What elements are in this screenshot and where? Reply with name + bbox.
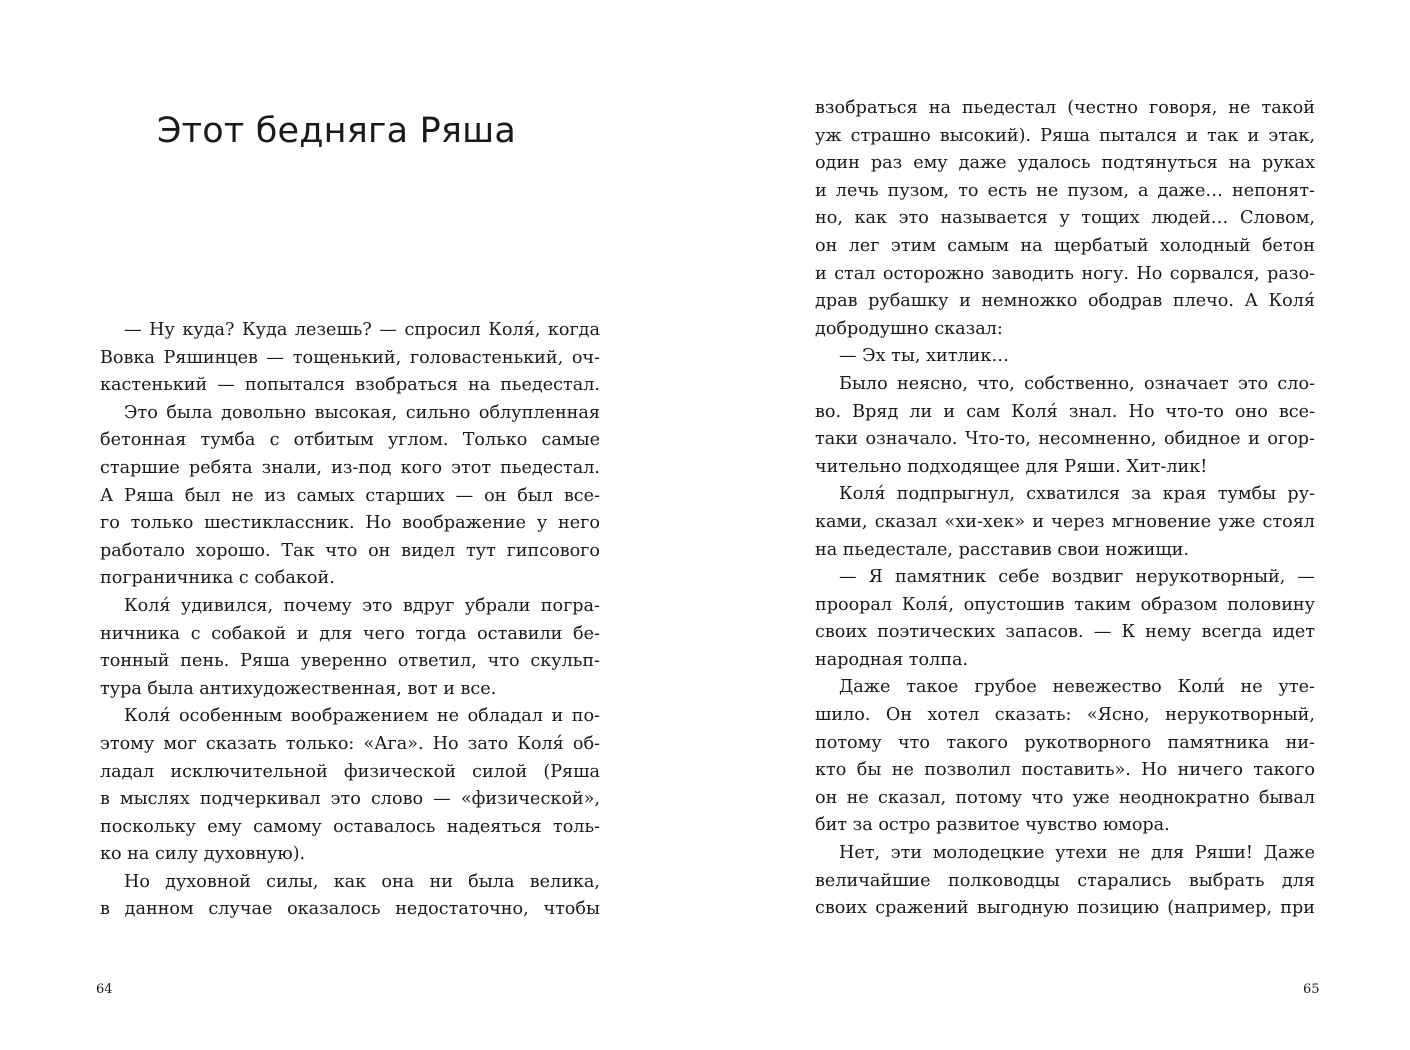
text-line: А Ряша был не из самых старших — он был все- — [100, 485, 600, 506]
text-line: уж страшно высокий). Ряша пытался и так и этак, — [815, 125, 1315, 146]
text-line: но, как это называется у тощих людей… Словом, — [815, 208, 1315, 229]
text-line: Коля́ особенным воображением не обладал и по- — [124, 706, 600, 727]
text-line: ко на силу духовную). — [100, 844, 306, 865]
right-page — [705, 0, 1410, 1050]
text-line: Коля́ удивился, почему это вдруг убрали погра- — [124, 595, 600, 616]
text-line: — Ну куда? Куда лезешь? — спросил Коля́, когда — [124, 320, 600, 340]
text-line: старшие ребята знали, из-под кого этот пьедестал. — [100, 457, 600, 478]
text-line: Нет, эти молодецкие утехи не для Ряши! Даже — [839, 843, 1315, 864]
text-line: бетонная тумба с отбитым углом. Только самые — [100, 430, 600, 451]
text-line: Но духовной силы, как она ни была велика, — [124, 871, 600, 892]
text-line: во. Вряд ли и сам Коля́ знал. Но что-то оно все- — [815, 401, 1315, 422]
text-line: в данном случае оказалось недостаточно, чтобы — [100, 899, 600, 920]
text-line: поскольку ему самому оставалось надеяться толь- — [100, 816, 600, 837]
text-line: бит за остро развитое чувство юмора. — [815, 815, 1170, 836]
left-page-text — [100, 317, 600, 924]
text-line: и стал осторожно заводить ногу. Но сорвался, разо- — [815, 263, 1315, 284]
text-line: на пьедестале, расставив свои ножищи. — [815, 539, 1190, 560]
text-line: таки означало. Что-то, несомненно, обидное и огор- — [815, 429, 1315, 450]
text-line: добродушно сказал: — [815, 318, 1003, 339]
text-line: этому мог сказать только: «Ага». Но зато Коля́ об- — [100, 733, 600, 754]
text-line: Вовка Ряшинцев — тощенький, головастенький, оч- — [100, 347, 600, 368]
text-line: кто бы не позволил поставить». Но ничего такого — [815, 760, 1315, 781]
text-line: работало хорошо. Так что он видел тут гипсового — [100, 540, 600, 561]
text-line: Это была довольно высокая, сильно облупленная — [124, 402, 600, 423]
text-line: в мыслях подчеркивал это слово — «физической», — [100, 789, 600, 810]
text-line: шило. Он хотел сказать: «Ясно, нерукотворный, — [815, 705, 1315, 726]
text-line: пограничника с собакой. — [100, 568, 335, 589]
text-line: и лечь пузом, то есть не пузом, а даже… непонят- — [815, 180, 1315, 201]
text-line: го только шестиклассник. Но воображение у него — [100, 513, 600, 534]
text-line: ладал исключительной физической силой (Ряша — [100, 761, 600, 782]
text-line: проорал Коля́, опустошив таким образом половину — [815, 594, 1315, 615]
text-line: один раз ему даже удалось подтянуться на руках — [815, 153, 1315, 174]
text-line: ничника с собакой и для чего тогда оставили бе- — [100, 623, 600, 644]
text-line: он не сказал, потому что уже неоднократно бывал — [815, 787, 1315, 808]
text-line: кастенький — попытался взобраться на пьедестал. — [100, 375, 600, 396]
text-line: Было неясно, что, собственно, означает это сло- — [839, 373, 1315, 394]
page-number: 65 — [1303, 982, 1320, 997]
text-line: потому что такого рукотворного памятника ни- — [815, 732, 1315, 753]
text-line: драв рубашку и немножко ободрав плечо. А Коля́ — [815, 291, 1315, 312]
text-line: — Эх ты, хитлик… — [839, 346, 1009, 367]
right-page-text — [815, 95, 1315, 923]
text-line: тура была антихудожественная, вот и все. — [100, 678, 497, 699]
text-line: величайшие полководцы старались выбрать для — [815, 870, 1315, 891]
text-line: Коля́ подпрыгнул, схватился за края тумбы ру- — [839, 484, 1315, 505]
text-line: чительно подходящее для Ряши. Хит-лик! — [815, 456, 1208, 477]
text-line: народная толпа. — [815, 649, 969, 670]
chapter-title: Этот бедняга Ряша — [157, 111, 517, 151]
text-line: своих сражений выгодную позицию (например, при — [815, 898, 1315, 919]
text-line: взобраться на пьедестал (честно говоря, не такой — [815, 98, 1315, 118]
text-line: своих поэтических запасов. — К нему всегда идет — [815, 622, 1315, 643]
page-number: 64 — [96, 982, 113, 997]
text-line: тонный пень. Ряша уверенно ответил, что скульп- — [100, 651, 600, 672]
text-line: — Я памятник себе воздвиг нерукотворный, — — [839, 567, 1315, 588]
text-line: Даже такое грубое невежество Коли́ не уте- — [839, 677, 1315, 698]
text-line: он лег этим самым на щербатый холодный бетон — [815, 235, 1315, 256]
text-line: ками, сказал «хи-хек» и через мгновение уже стоял — [815, 511, 1315, 532]
